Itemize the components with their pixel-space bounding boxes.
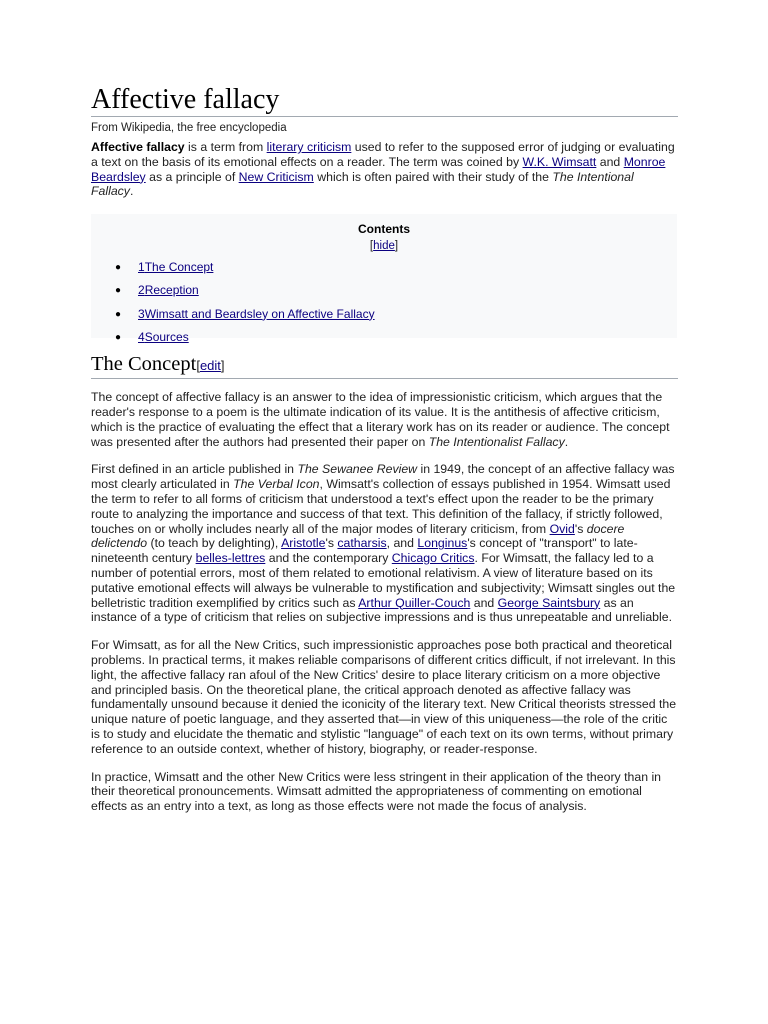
edit-section: [edit] (196, 358, 225, 374)
concept-paragraph-3: For Wimsatt, as for all the New Critics, such impressionistic approaches pose both practical and theoretical problems. In practical terms, it makes reliable comparisons of different critics difficult, if not irrelevant. In this light, the affective fallacy ran afoul of the New Critics' desire to place literary criticism on a more objective and principled basis. On the theoretical plane, the critical approach denoted as affective fallacy was fundamentally unsound because it denied the iconicity of the literary text. New Critical theorists stressed the unique nature of poetic language, and they asserted that—in view of this uniqueness—the role of the critic is to study and elucidate the thematic and stylistic "language" of each text on its own terms, without primary reference to an outside context, whether of history, biography, or reader-response. (91, 638, 677, 756)
toc-title: Contents (358, 222, 410, 237)
link-monroe-beardsley[interactable]: Monroe Beardsley (91, 154, 666, 184)
site-tagline: From Wikipedia, the free encyclopedia (91, 122, 287, 134)
bullet-icon: ● (115, 262, 122, 274)
link-chicago-critics[interactable]: Chicago Critics (391, 551, 475, 566)
bold-term: Affective fallacy (91, 140, 185, 154)
bullet-icon: ● (115, 331, 122, 343)
concept-paragraph-1: The concept of affective fallacy is an answer to the idea of impressionistic criticism, which argues that the reader's response to a poem is the ultimate indication of its value. It is the antithesis of affective criticism, which is the practice of evaluating the effect that a literary work has on its reader or audience. The concept was presented after the authors had presented their paper on The Intentionalist Fallacy. (91, 390, 670, 449)
toc-toggle: [hide] (369, 240, 399, 253)
toc-list (91, 260, 677, 344)
link-aristotle[interactable]: Aristotle (281, 536, 326, 551)
section-heading-the-concept: The Concept[edit] (91, 352, 678, 379)
toc-link-the-concept[interactable]: 1The Concept (138, 260, 214, 275)
bullet-icon: ● (115, 285, 122, 297)
link-belles-lettres[interactable]: belles-lettres (195, 551, 266, 566)
toc-item (91, 307, 677, 321)
edit-link[interactable]: edit (199, 358, 221, 374)
toc-link-reception[interactable]: 2Reception (138, 283, 199, 298)
toc-hide-link[interactable]: hide (373, 240, 395, 253)
toc-item (91, 260, 677, 274)
link-george-saintsbury[interactable]: George Saintsbury (497, 595, 601, 610)
concept-paragraph-2: First defined in an article published in The Sewanee Review in 1949, the concept of an affective fallacy was most clearly articulated in The Verbal Icon, Wimsatt's collection of essays published in 1954. Wimsatt used the term to refer to all forms of criticism that understood a text's effect upon the reader to be the primary route to analyzing the importance and success of that text. This definition of the fallacy, if strictly followed, touches on or wholly includes nearly all of the major modes of literary criticism, from Ovid's docere delictendo (to teach by delighting), Aristotle's catharsis, and Longinus's concept of "transport" to late-nineteenth century belles-lettres and the contemporary Chicago Critics. For Wimsatt, the fallacy led to a number of potential errors, most of them related to emotional relativism. A view of literature based on its putative emotional effects will always be vulnerable to mystification and subjectivity; Wimsatt singles out the belletristic tradition exemplified by critics such as Arthur Quiller-Couch and George Saintsbury as an instance of a type of criticism that relies on subjective impressions and is thus unrepeatable and unreliable. (91, 462, 676, 625)
toc-item (91, 283, 677, 297)
link-arthur-quiller-couch[interactable]: Arthur Quiller-Couch (358, 595, 471, 610)
page-title: Affective fallacy (91, 84, 678, 117)
link-catharsis[interactable]: catharsis (337, 536, 387, 551)
article-content (91, 84, 678, 827)
toc-link-sources[interactable]: 4Sources (138, 329, 189, 344)
link-new-criticism[interactable]: New Criticism (238, 169, 314, 184)
concept-paragraph-4: In practice, Wimsatt and the other New Critics were less stringent in their application of the theory than in their theoretical pronouncements. Wimsatt admitted the appropriateness of commenting on emotional effects as an entry into a text, as long as those effects were not made the focus of analysis. (91, 769, 662, 814)
toc-link-wimsatt-beardsley[interactable]: 3Wimsatt and Beardsley on Affective Fallacy (138, 306, 375, 321)
toc-item (91, 330, 677, 344)
intro-paragraph: Affective fallacy is a term from literary criticism used to refer to the supposed error of judging or evaluating a text on the basis of its emotional effects on a reader. The term was coined by W.K. Wimsatt and Monroe Beardsley as a principle of New Criticism which is often paired with their study of the The Intentional Fallacy. (91, 140, 675, 199)
link-longinus[interactable]: Longinus (417, 536, 468, 551)
link-literary-criticism[interactable]: literary criticism (266, 140, 352, 154)
italic-title: The Intentional Fallacy (91, 169, 634, 199)
table-of-contents (91, 214, 677, 344)
link-wimsatt[interactable]: W.K. Wimsatt (522, 154, 597, 169)
bullet-icon: ● (115, 308, 122, 320)
link-ovid[interactable]: Ovid (549, 521, 575, 536)
